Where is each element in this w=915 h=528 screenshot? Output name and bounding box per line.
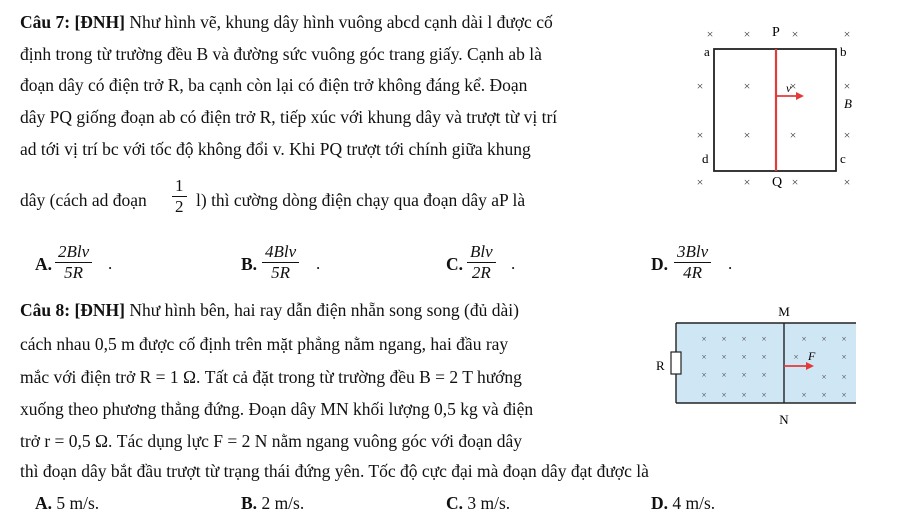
q7-cross: × xyxy=(791,175,799,189)
q7-cross: × xyxy=(743,27,751,41)
q8-line-4: xuống theo phương thẳng đứng. Đoạn dây MN khối lượng 0,5 kg và điện xyxy=(20,399,534,419)
q8-option-b-text: 2 m/s. xyxy=(261,493,305,513)
q7-label-p: P xyxy=(772,25,780,40)
q8-resistor xyxy=(671,352,681,374)
q8-cross: × xyxy=(721,390,727,400)
q8-line-6: thì đoạn dây bắt đầu trượt từ trạng thái đứng yên. Tốc độ cực đại mà đoạn dây đạt được là xyxy=(20,461,649,481)
q7-line-3: đoạn dây có điện trở R, ba cạnh còn lại có điện trở không đáng kể. Đoạn xyxy=(20,75,528,95)
q8-text-1: Như hình bên, hai ray dẫn điện nhẵn song song (đủ dài) xyxy=(129,300,519,320)
q7-option-a-den: 5R xyxy=(64,263,84,282)
q7-cross: × xyxy=(696,128,704,142)
q7-figure xyxy=(692,8,892,190)
q8-figure xyxy=(646,300,871,430)
q8-cross: × xyxy=(841,352,847,362)
q8-cross: × xyxy=(793,352,799,362)
q8-cross: × xyxy=(701,370,707,380)
q7-half-num: 1 xyxy=(172,176,187,197)
q8-line-1 xyxy=(20,299,519,321)
q7-cross: × xyxy=(743,79,751,93)
q7-option-a-label: A. xyxy=(35,254,53,274)
q8-cross: × xyxy=(741,334,747,344)
q7-cross: × xyxy=(743,128,751,142)
q8-cross: × xyxy=(841,372,847,382)
q7-line-5: ad tới vị trí bc với tốc độ không đổi v. Khi PQ trượt tới chính giữa khung xyxy=(20,139,531,159)
q7-option-d-den: 4R xyxy=(683,263,703,282)
q8-cross: × xyxy=(821,334,827,344)
q7-half-fraction xyxy=(172,176,187,217)
q7-option-a-dot: . xyxy=(108,254,113,273)
q8-cross: × xyxy=(801,334,807,344)
q8-title: Câu 8: [ĐNH] xyxy=(20,300,125,320)
q8-cross: × xyxy=(821,372,827,382)
q7-text-1: Như hình vẽ, khung dây hình vuông abcd cạnh dài l được cố xyxy=(129,12,553,32)
q8-cross: × xyxy=(761,334,767,344)
q7-cross: × xyxy=(696,79,704,93)
q7-option-b-label: B. xyxy=(241,254,258,274)
q8-cross: × xyxy=(701,390,707,400)
q7-cross: × xyxy=(743,175,751,189)
q8-line-2: cách nhau 0,5 m được cố định trên mặt phẳng nằm ngang, hai đầu ray xyxy=(20,334,509,354)
q7-option-a-num: 2Blv xyxy=(55,242,92,263)
q8-cross: × xyxy=(761,370,767,380)
q7-cross: × xyxy=(706,27,714,41)
q8-line-5: trở r = 0,5 Ω. Tác dụng lực F = 2 N nằm ngang vuông góc với đoạn dây xyxy=(20,431,523,451)
q8-cross: × xyxy=(721,370,727,380)
q8-cross: × xyxy=(821,390,827,400)
q7-option-d-num: 3Blv xyxy=(674,242,711,263)
q8-option-a-text: 5 m/s. xyxy=(56,493,100,513)
q8-label-r: R xyxy=(656,358,665,373)
q7-option-c-num: Blv xyxy=(467,242,496,263)
q7-label-d: d xyxy=(702,151,709,166)
q7-line-6-pre: dây (cách ad đoạn xyxy=(20,190,147,210)
q8-option-d-text: 4 m/s. xyxy=(672,493,716,513)
q8-label-n: N xyxy=(779,412,789,427)
q8-label-f: F xyxy=(808,349,816,363)
q8-cross: × xyxy=(701,352,707,362)
q7-cross: × xyxy=(696,175,704,189)
q7-half-den: 2 xyxy=(175,197,184,216)
q7-line-2: định trong từ trường đều B và đường sức vuông góc trang giấy. Cạnh ab là xyxy=(20,44,542,64)
q7-cross: × xyxy=(791,27,799,41)
q7-label-c: c xyxy=(840,151,846,166)
q7-option-b-num: 4Blv xyxy=(262,242,299,263)
q8-cross: × xyxy=(741,352,747,362)
q8-cross: × xyxy=(741,390,747,400)
q8-option-a xyxy=(35,492,99,514)
q8-option-a-label: A. xyxy=(35,493,53,513)
q8-cross: × xyxy=(841,334,847,344)
q7-label-a: a xyxy=(704,44,710,59)
q7-line-1 xyxy=(20,11,553,33)
q8-option-c xyxy=(446,492,510,514)
q7-line-6-post: l) thì cường dòng điện chạy qua đoạn dây aP là xyxy=(196,190,526,210)
q7-option-c-dot: . xyxy=(511,254,516,273)
q8-option-c-text: 3 m/s. xyxy=(467,493,511,513)
q7-cross: × xyxy=(843,175,851,189)
q7-velocity-arrowhead xyxy=(796,92,804,100)
q7-cross: × xyxy=(789,79,797,93)
q8-option-b-label: B. xyxy=(241,493,258,513)
q8-cross: × xyxy=(841,390,847,400)
q7-option-c-den: 2R xyxy=(471,263,491,282)
q8-option-d xyxy=(651,492,715,514)
q7-option-b-fraction xyxy=(262,242,299,283)
q7-option-b-dot: . xyxy=(316,254,321,273)
q7-label-b: b xyxy=(840,44,847,59)
q8-cross: × xyxy=(741,370,747,380)
q7-label-q: Q xyxy=(772,175,783,190)
q8-cross: × xyxy=(701,334,707,344)
q7-title: Câu 7: [ĐNH] xyxy=(20,12,125,32)
q7-cross: × xyxy=(843,128,851,142)
q7-option-d-dot: . xyxy=(728,254,733,273)
q7-option-d-fraction xyxy=(674,242,711,283)
q8-cross: × xyxy=(761,352,767,362)
q8-option-b xyxy=(241,492,304,514)
q7-cross: × xyxy=(843,79,851,93)
q8-cross: × xyxy=(721,334,727,344)
q8-cross: × xyxy=(801,390,807,400)
q7-option-a-fraction xyxy=(55,242,92,283)
q7-cross: × xyxy=(843,27,851,41)
q7-option-b-den: 5R xyxy=(271,263,291,282)
q7-cross: × xyxy=(789,128,797,142)
q7-label-b-field: B xyxy=(844,96,852,111)
q8-option-d-label: D. xyxy=(651,493,669,513)
q7-option-c-label: C. xyxy=(446,254,464,274)
q8-label-m: M xyxy=(778,304,790,319)
q8-cross: × xyxy=(761,390,767,400)
q8-line-3: mắc với điện trở R = 1 Ω. Tất cả đặt trong từ trường đều B = 2 T hướng xyxy=(20,367,522,387)
q7-option-d-label: D. xyxy=(651,254,669,274)
q8-option-c-label: C. xyxy=(446,493,464,513)
q7-line-4: dây PQ giống đoạn ab có điện trở R, tiếp xúc với khung dây và trượt từ vị trí xyxy=(20,107,558,127)
q8-cross: × xyxy=(721,352,727,362)
q7-label-v: v xyxy=(786,81,792,95)
q7-option-c-fraction xyxy=(467,242,496,283)
